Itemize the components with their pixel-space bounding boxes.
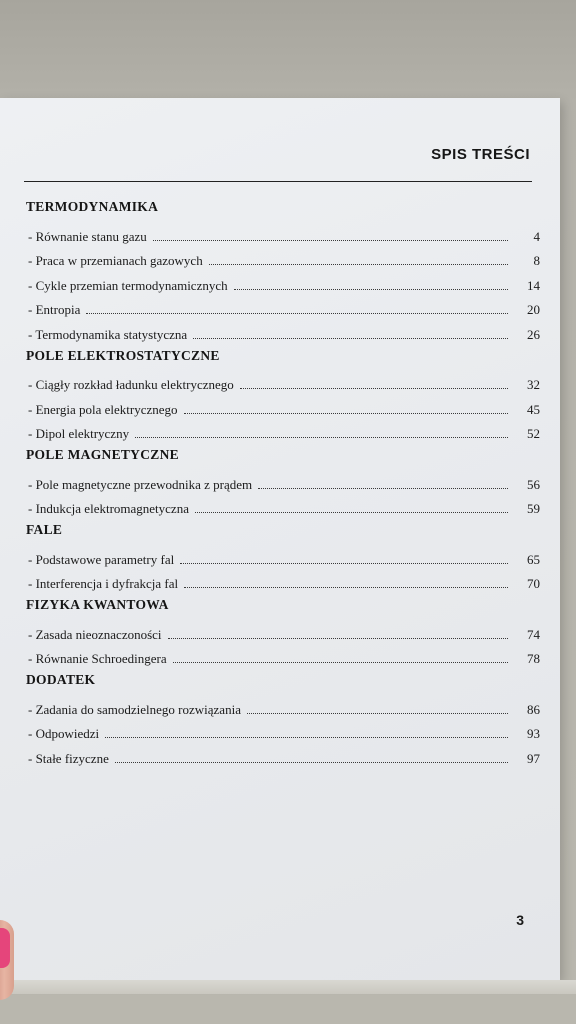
section-title: TERMODYNAMIKA [26,199,159,214]
toc-entry-page: 8 [533,253,540,268]
toc-entry-page: 14 [527,277,540,293]
dot-leader [209,264,508,265]
toc-entry [26,245,540,270]
dot-leader [105,737,508,738]
page-stack-edge [6,980,576,994]
toc-entry-label: - Pole magnetyczne przewodnika z prądem [28,476,253,492]
toc-entry-label: - Indukcja elektromagnetyczna [28,501,189,516]
dot-leader [180,563,508,564]
toc-entry [26,269,540,294]
toc-entry [26,220,540,245]
toc-entry [26,393,540,418]
toc-entry-page: 93 [527,726,540,741]
toc-entry-label: - Dipol elektryczny [28,426,130,441]
toc-entry [26,742,540,767]
toc-entry [26,543,540,568]
toc-entry-label: - Stałe fizyczne [28,750,109,766]
toc-entry-label: - Zadania do samodzielnego rozwiązania [28,701,241,717]
table-of-contents [26,194,540,767]
toc-entry-page: 52 [527,426,540,441]
dot-leader [258,488,508,489]
toc-entry [26,468,540,493]
dot-leader [195,512,508,513]
thumbnail-polish [0,928,10,968]
toc-entry [26,493,540,518]
toc-entry-page: 59 [527,501,540,516]
toc-entry [26,418,540,443]
dot-leader [234,289,508,290]
toc-entry-label: - Podstawowe parametry fal [28,551,175,567]
dot-leader [184,587,508,588]
toc-entry-page: 97 [527,750,540,766]
toc-entry [26,568,540,593]
section-title: FALE [26,522,63,537]
dot-leader [135,437,508,438]
header-rule [24,181,532,182]
toc-entry-page: 78 [527,651,540,666]
section-title: FIZYKA KWANTOWA [26,597,169,612]
dot-leader [86,313,508,314]
toc-entry-page: 26 [527,326,540,342]
toc-entry [26,643,540,668]
toc-entry-page: 74 [527,626,540,642]
section-title: DODATEK [26,672,96,687]
toc-entry [26,294,540,319]
toc-entry-label: - Praca w przemianach gazowych [28,253,203,268]
toc-entry-page: 70 [527,576,540,591]
dot-leader [240,388,508,389]
dot-leader [153,240,508,241]
section-title: POLE ELEKTROSTATYCZNE [26,347,220,363]
dot-leader [247,713,508,714]
toc-entry-label: - Entropia [28,302,81,317]
dot-leader [193,338,508,339]
toc-entry [26,718,540,743]
toc-entry-label: - Interferencja i dyfrakcja fal [28,576,179,591]
toc-entry [26,318,540,343]
toc-entry-page: 86 [527,701,540,717]
dot-leader [184,413,508,414]
section-title: POLE MAGNETYCZNE [26,447,179,462]
toc-entry-page: 20 [527,302,540,317]
toc-entry [26,369,540,394]
toc-entry-label: - Odpowiedzi [28,726,100,741]
toc-entry-label: - Termodynamika statystyczna [28,326,188,342]
toc-entry-page: 56 [527,476,540,492]
page-number: 3 [516,912,524,928]
toc-entry-label: - Energia pola elektrycznego [28,401,178,417]
page-title: SPIS TREŚCI [431,146,530,163]
toc-entry-page: 4 [533,228,540,244]
toc-entry [26,693,540,718]
toc-entry-label: - Równanie stanu gazu [28,228,147,244]
dot-leader [168,638,508,639]
toc-entry-label: - Ciągły rozkład ładunku elektrycznego [28,377,234,392]
toc-entry-page: 45 [527,401,540,417]
toc-entry-page: 32 [527,377,540,392]
dot-leader [115,762,508,763]
toc-entry-page: 65 [527,551,540,567]
dot-leader [173,662,508,663]
toc-entry [26,618,540,643]
toc-entry-label: - Zasada nieoznaczoności [28,626,162,642]
toc-entry-label: - Równanie Schroedingera [28,651,167,666]
toc-entry-label: - Cykle przemian termodynamicznych [28,277,228,293]
